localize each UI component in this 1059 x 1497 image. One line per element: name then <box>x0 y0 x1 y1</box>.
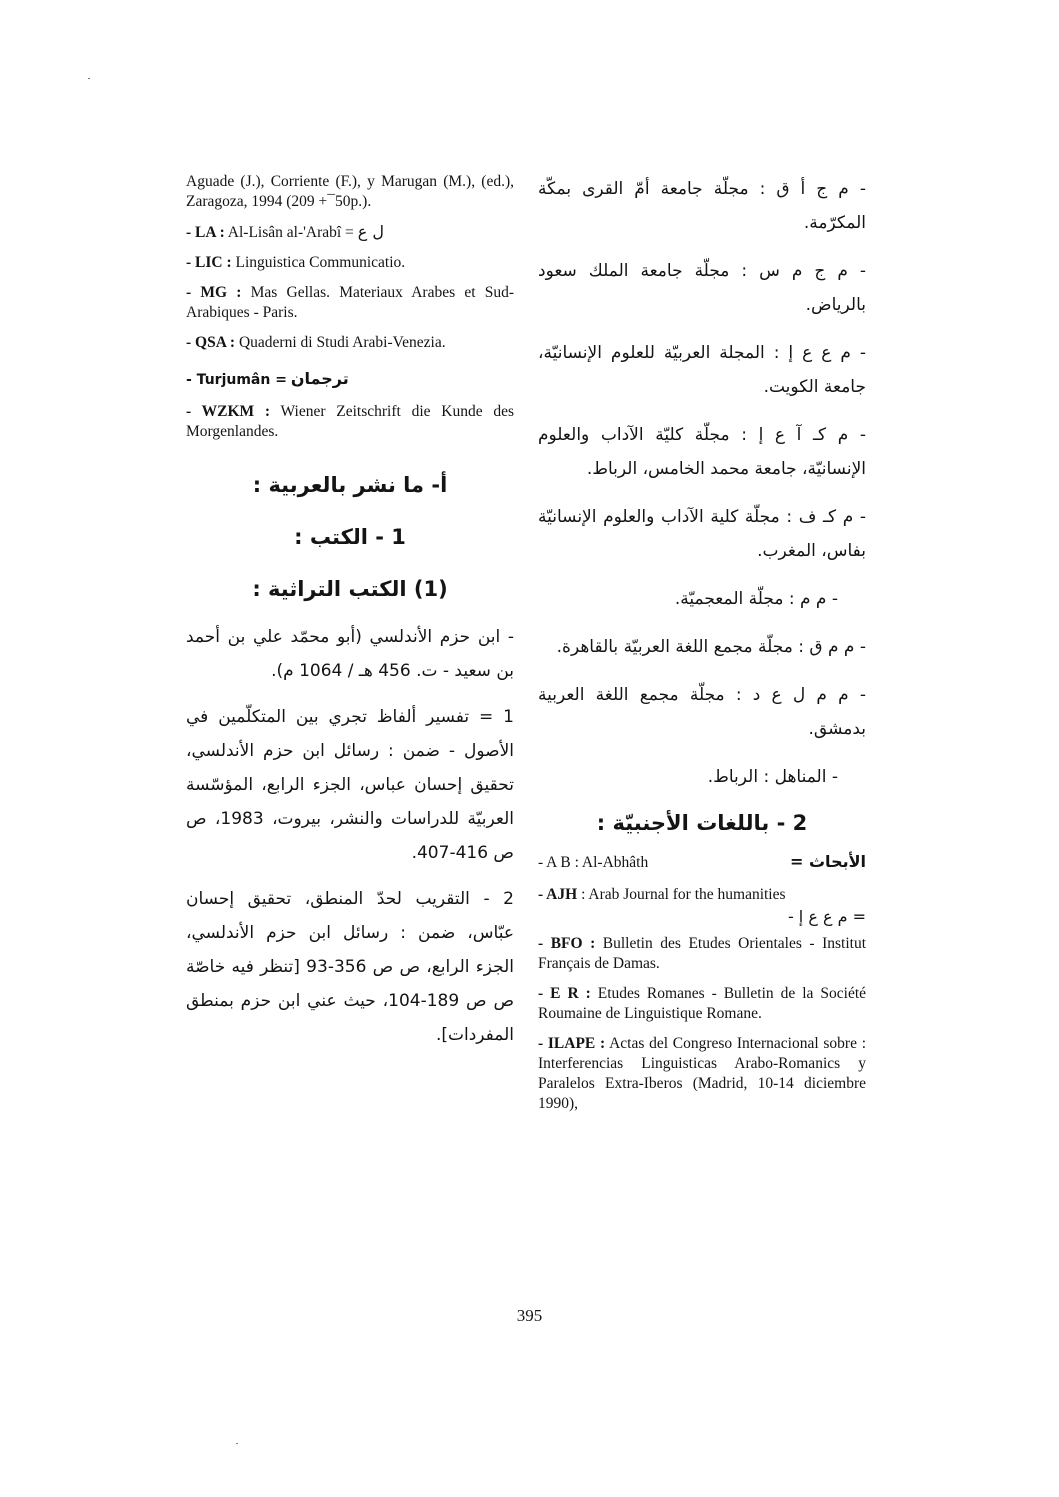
left-column <box>186 172 514 1064</box>
abbr-entry-wzkm <box>186 402 514 442</box>
journal-abbr-entry: - م م ل ع د : مجلّة مجمع اللغة العربية بدمشق. <box>538 685 866 739</box>
entry-text: Wiener Zeitschrift die Kunde des Morgenlandes. <box>186 403 514 440</box>
scan-speck <box>236 1443 238 1444</box>
right-column <box>538 172 866 1124</box>
bib-entry-continuation <box>186 172 514 212</box>
abbr-label: - LIC : <box>186 254 232 271</box>
abbr-entry-ilape <box>538 1034 866 1114</box>
entry-arabic: ل ع <box>357 222 384 241</box>
subsection-heading-heritage-books: (1) الكتب التراثية : <box>252 577 448 601</box>
abbr-entry-turjuman <box>186 369 514 390</box>
section-heading-arabic-publications: أ- ما نشر بالعربية : <box>252 473 448 497</box>
scan-speck <box>88 78 90 79</box>
abbr-entry-lic <box>186 253 514 273</box>
entry-text: : Arab Journal for the humanities <box>581 886 786 903</box>
section-heading-foreign-languages: 2 - باللغات الأجنبيّة : <box>596 811 808 835</box>
entry-text: Linguistica Communicatio. <box>235 254 406 271</box>
abbr-label: - AJH <box>538 886 578 903</box>
entry-arabic: الأبحاث = <box>790 852 866 871</box>
abbr-entry-la <box>186 222 514 243</box>
entry-text: - A B : Al-Abhâth <box>538 854 649 871</box>
journal-abbr-entry: - م كـ ف : مجلّة كلية الآداب والعلوم الإنسانيّة بفاس، المغرب. <box>538 507 866 561</box>
abbr-label: - LA : <box>186 224 225 241</box>
abbr-entry-ajh <box>538 885 866 928</box>
book-entry-1: 1 = تفسير ألفاظ تجري بين المتكلّمين في الأصول - ضمن : رسائل ابن حزم الأندلسي، تحقيق إحسان عباس، الجزء الرابع، المؤسّسة العربيّة للدراسات والنشر، بيروت، 1983، ص ص 416-407. <box>186 707 514 863</box>
abbr-entry-qsa <box>186 333 514 353</box>
book-entry-2: 2 - التقريب لحدّ المنطق، تحقيق إحسان عبّاس، ضمن : رسائل ابن حزم الأندلسي، الجزء الرابع، ص ص 356-93 [تنظر فيه خاصّة ص ص 189-104، حيث عني ابن حزم بمنطق المفردات]. <box>186 889 515 1045</box>
abbr-label: - E R : <box>538 985 591 1002</box>
author-entry: - ابن حزم الأندلسي (أبو محمّد علي بن أحمد بن سعيد - ت. 456 هـ / 1064 م). <box>186 627 514 681</box>
journal-abbr-entry: - م ج م س : مجلّة جامعة الملك سعود بالرياض. <box>538 261 866 315</box>
journal-abbr-entry: - م م ق : مجلّة مجمع اللغة العربيّة بالقاهرة. <box>556 637 866 657</box>
entry-text: Al-Lisân al-'Arabî = <box>227 224 354 241</box>
journal-abbr-entry: - م م : مجلّة المعجميّة. <box>674 589 838 609</box>
page-number: 395 <box>516 1306 543 1325</box>
entry-text: Aguade (J.), Corriente (F.), y Marugan (M.), (ed.), Zaragoza, 1994 (209 +¯50p.). <box>186 173 514 210</box>
entry-arabic: - م ع ع إ = <box>787 907 866 926</box>
abbr-entry-ab <box>538 852 866 873</box>
subsection-heading-books: 1 - الكتب : <box>294 525 406 549</box>
abbr-entry-er <box>538 984 866 1024</box>
journal-abbr-entry: - م ج أ ق : مجلّة جامعة أمّ القرى بمكّة المكرّمة. <box>538 179 866 233</box>
journal-abbr-entry: - المناهل : الرباط. <box>707 767 838 787</box>
entry-text: Quaderni di Studi Arabi-Venezia. <box>238 334 446 351</box>
journal-abbr-entry: - م ع ع إ : المجلة العربيّة للعلوم الإنسانيّة، جامعة الكويت. <box>538 343 866 397</box>
entry-text: Mas Gellas. Materiaux Arabes et Sud-Arabiques - Paris. <box>186 284 515 321</box>
abbr-label: - QSA : <box>186 334 236 351</box>
entry-text: Bulletin des Etudes Orientales - Institut Français de Damas. <box>538 935 866 972</box>
abbr-label: - WZKM : <box>186 403 271 420</box>
abbr-entry-bfo <box>538 934 866 974</box>
entry-text: Etudes Romanes - Bulletin de la Société Roumaine de Linguistique Romane. <box>538 985 867 1022</box>
abbr-entry-mg <box>186 283 514 323</box>
entry-arabic: ترجمان <box>290 369 349 388</box>
abbr-label: - MG : <box>186 284 242 301</box>
abbr-label: - Turjumân = <box>186 372 287 388</box>
journal-abbr-entry: - م كـ آ ع إ : مجلّة كليّة الآداب والعلوم الإنسانيّة، جامعة محمد الخامس، الرباط. <box>538 425 866 479</box>
abbr-label: - ILAPE : <box>538 1035 606 1052</box>
entry-text: Actas del Congreso Internacional sobre : Interferencias Linguisticas Arabo-Romanics y Paralelos Extra-Iberos (Madrid, 10-14 diciembre 1990), <box>538 1035 867 1112</box>
abbr-label: - BFO : <box>538 935 596 952</box>
